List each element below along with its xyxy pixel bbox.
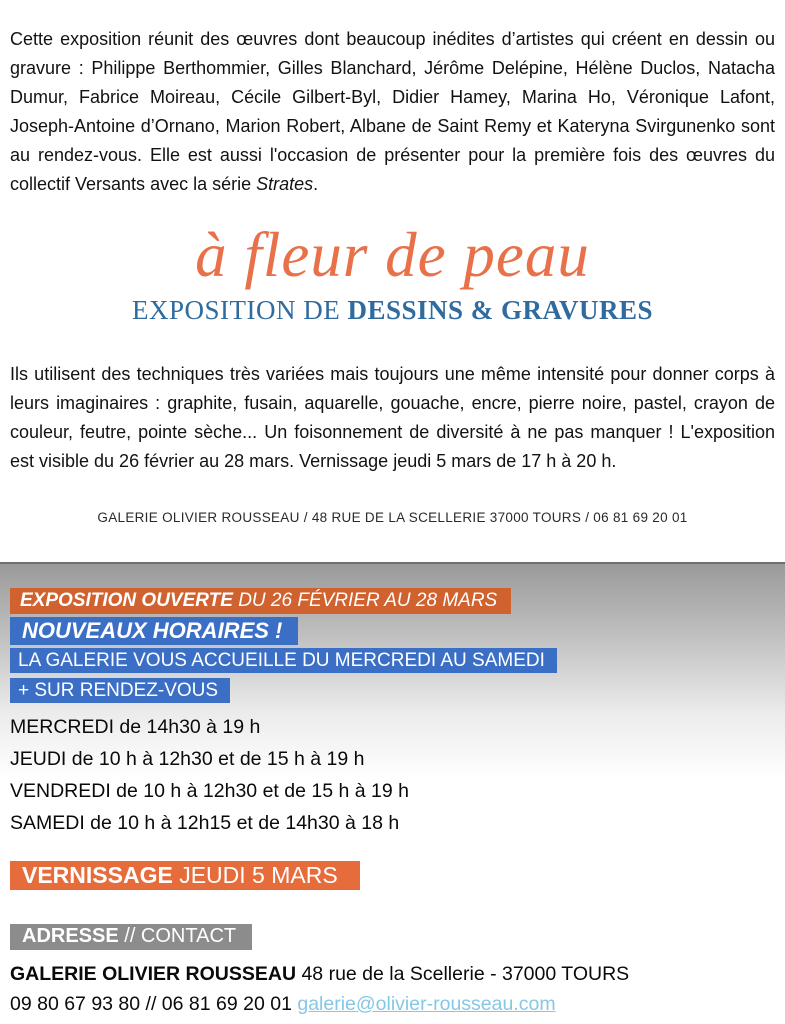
techniques-paragraph: Ils utilisent des techniques très variées mais toujours une même intensité pour donner corps à leurs imaginaires : graphite, fusain, aquarelle, gouache, encre, pierre noire, pastel, crayon de couleur, feutre, pointe sèche... Un foisonnement de diversité à ne pas manquer ! L'exposition est visible du 26 février au 28 mars. Vernissage jeudi 5 mars de 17 h à 20 h. [10, 364, 775, 471]
title-block [0, 219, 785, 325]
banner-exposition-ouverte [10, 588, 511, 614]
schedule-list [10, 711, 785, 839]
banner-nouveaux-horaires: NOUVEAUX HORAIRES ! [10, 617, 298, 645]
exhibition-title: à fleur de peau [195, 220, 590, 290]
banner-vernissage-bold: VERNISSAGE [22, 862, 173, 888]
intro-text-end: . [313, 174, 319, 194]
subtitle-bold: DESSINS & GRAVURES [347, 295, 654, 325]
banner-adresse-rest: // CONTACT [118, 925, 237, 947]
series-title-strates: Strates [256, 174, 314, 194]
contact-phones: 09 80 67 93 80 // 06 81 69 20 01 [10, 993, 298, 1015]
gallery-info-line: GALERIE OLIVIER ROUSSEAU / 48 RUE DE LA SCELLERIE 37000 TOURS / 06 81 69 20 01 [97, 510, 688, 525]
contact-gallery-name: GALERIE OLIVIER ROUSSEAU [10, 963, 297, 985]
banner-adresse-bold: ADRESSE [22, 925, 119, 947]
banner-vernissage-rest: JEUDI 5 MARS [172, 862, 338, 888]
banner-vernissage [10, 861, 360, 890]
exhibition-subtitle [0, 295, 785, 325]
contact-street-address: 48 rue de la Scellerie - 37000 TOURS [296, 963, 630, 985]
banner-exposition-ouverte-rest: DU 26 FÉVRIER AU 28 MARS [232, 590, 498, 611]
schedule-line-vendredi: VENDREDI de 10 h à 12h30 et de 15 h à 19 h [10, 780, 409, 802]
contact-phone-line [10, 989, 785, 1019]
intro-text: Cette exposition réunit des œuvres dont beaucoup inédites d’artistes qui créent en dessin ou gravure : Philippe Berthommier, Gilles Blanchard, Jérôme Delépine, Hélène Duclos, Natacha Dumur, Fabrice Moireau, Cécile Gilbert-Byl, Didier Hamey, Marina Ho, Véronique Lafont, Joseph-Antoine d’Ornano, Marion Robert, Albane de Saint Remy et Kateryna Svirgunenko sont au rendez-vous. Elle est aussi l'occasion de présenter pour la première fois des œuvres du collectif Versants avec la série [10, 29, 775, 194]
schedule-line-mercredi: MERCREDI de 14h30 à 19 h [10, 716, 261, 738]
subtitle-regular: EXPOSITION DE [131, 295, 348, 325]
banner-exposition-ouverte-bold: EXPOSITION OUVERTE [20, 590, 233, 611]
banner-rendez-vous: + SUR RENDEZ-VOUS [10, 678, 230, 703]
banner-adresse-contact [10, 924, 252, 950]
email-link[interactable]: galerie@olivier-rousseau.com [297, 993, 556, 1015]
contact-block [10, 959, 785, 1019]
banner-accueil: LA GALERIE VOUS ACCUEILLE DU MERCREDI AU SAMEDI [10, 648, 557, 673]
intro-paragraph [10, 25, 775, 199]
hours-panel [0, 562, 785, 1019]
schedule-line-samedi: SAMEDI de 10 h à 12h15 et de 14h30 à 18 h [10, 812, 400, 834]
schedule-line-jeudi: JEUDI de 10 h à 12h30 et de 15 h à 19 h [10, 748, 365, 770]
contact-name-line [10, 959, 785, 989]
intro-section [0, 0, 785, 199]
